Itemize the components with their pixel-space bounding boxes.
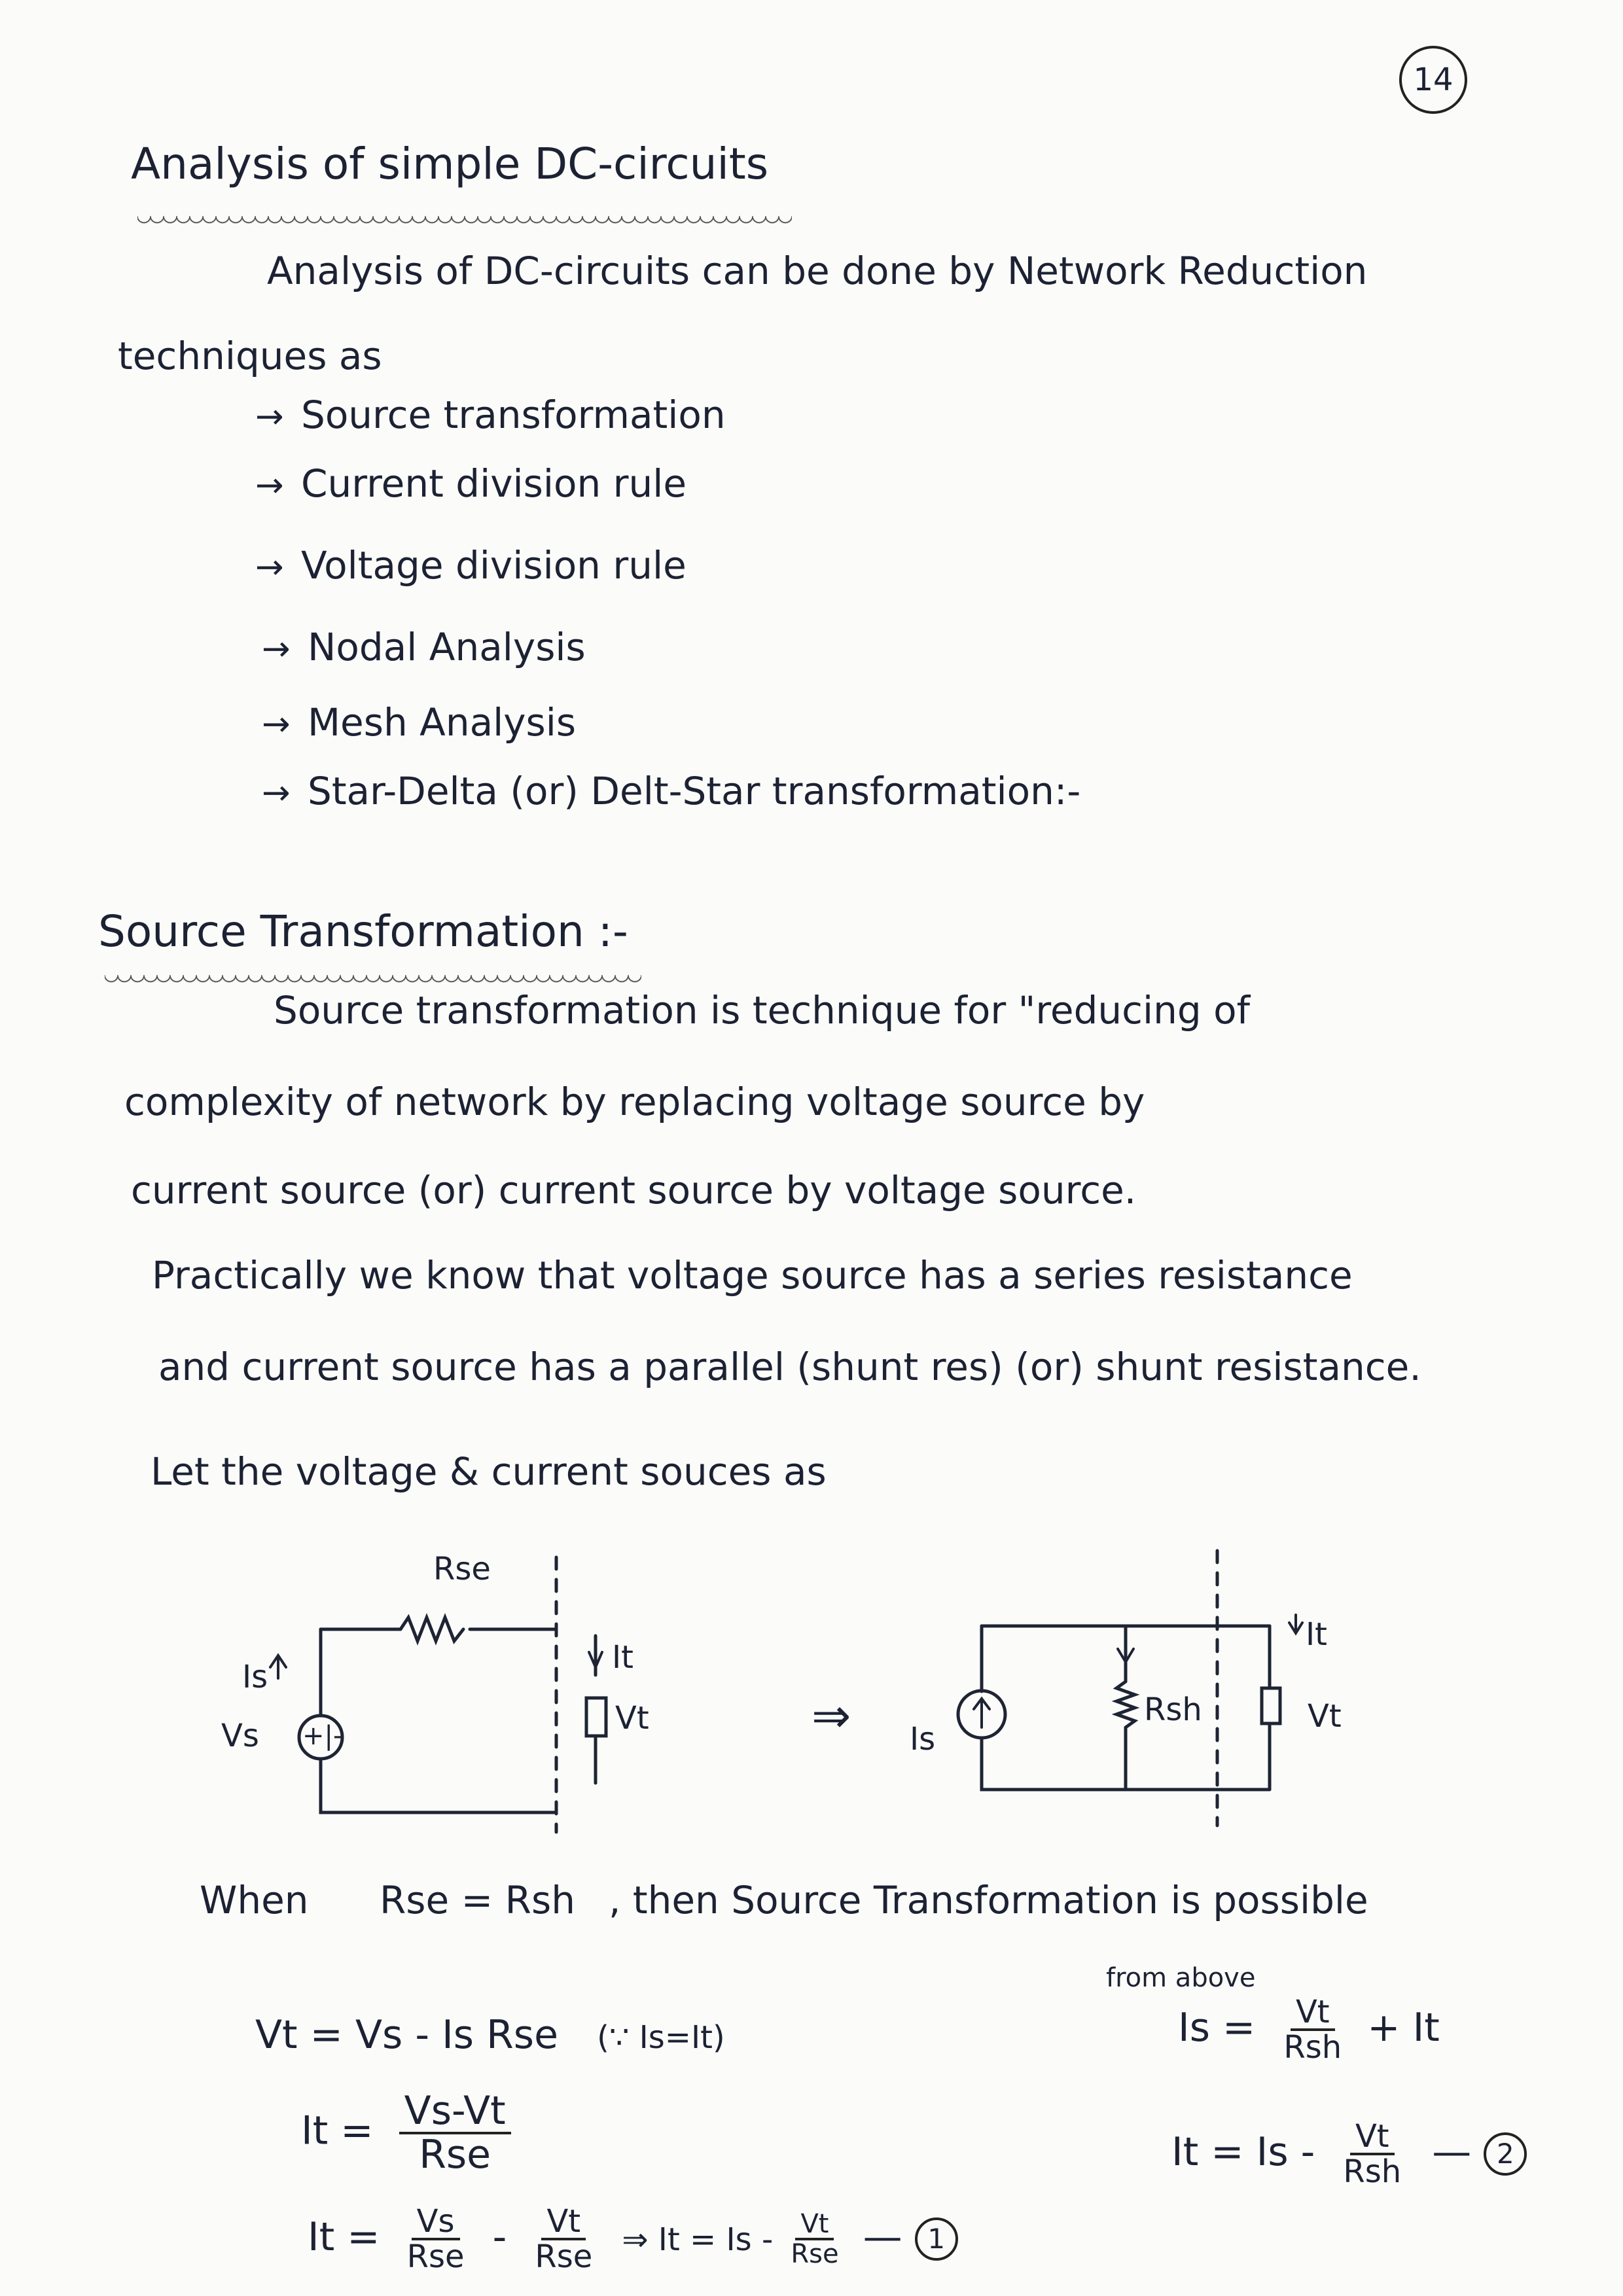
equation-2: It = $\frac{Vs-Vt}{\text{Rse}}$ [301,2091,511,2176]
label-rse: Rse [433,1551,491,1587]
arrow-icon: → [262,705,291,744]
paragraph-line: complexity of network by replacing voltage source by [124,1080,1145,1124]
list-item: → Nodal Analysis [262,625,586,669]
from-above-note: from above [1106,1963,1256,1993]
condition-when: When [200,1878,309,1922]
arrow-icon: → [255,397,284,436]
equation-label-2: 2 [1484,2132,1527,2176]
paragraph-line: and current source has a parallel (shunt res) (or) shunt resistance. [158,1345,1421,1389]
condition-then: , then Source Transformation is possible [609,1878,1368,1922]
equation-right-2: It = Is - $\frac{Vt}{\text{Rsh}}$ — 2 [1171,2120,1527,2189]
label-it: It [612,1639,633,1676]
arrow-icon: → [255,466,284,505]
intro-line-2: techniques as [118,334,382,378]
page-number: 14 [1399,46,1467,114]
title-underline [137,216,792,225]
page-title: Analysis of simple DC-circuits [131,139,769,189]
current-source-icon [958,1691,1005,1738]
resistor-rsh [1116,1682,1135,1727]
label-is: Is [242,1659,268,1695]
list-item: → Current division rule [255,461,687,506]
list-item: → Source transformation [255,393,726,437]
implies-arrow: ⇒ [812,1688,851,1743]
load-box [586,1698,606,1736]
label-is: Is [910,1721,936,1757]
equation-right-1: Is = $\frac{Vt}{\text{Rsh}}$ + It [1178,1994,1440,2066]
arrow-icon: → [262,773,291,813]
label-vs: Vs [221,1718,259,1754]
source-polarity: +|- [302,1721,343,1751]
paragraph-line: Let the voltage & current souces as [151,1449,827,1494]
list-item: → Voltage division rule [255,543,687,588]
label-rsh: Rsh [1144,1691,1202,1728]
label-vt: Vt [1308,1698,1342,1735]
equation-3: It = $\frac{Vs}{\text{Rse}}$ - $\frac{Vt}{\text{Rse}}$ ⇒ It = Is - $\frac{Vt}{\text{Rse}}$ — 1 [308,2205,958,2274]
arrow-icon: → [255,548,284,587]
equation-label-1: 1 [915,2217,958,2261]
resistor-rse [401,1617,463,1641]
label-it: It [1306,1616,1327,1653]
paragraph-line: Practically we know that voltage source has a series resistance [152,1253,1353,1298]
paragraph-line: Source transformation is technique for "reducing of [274,988,1251,1033]
condition-expression: Rse = Rsh [380,1878,575,1922]
label-vt: Vt [615,1700,649,1737]
load-box [1262,1688,1280,1723]
section-title: Source Transformation :- [98,906,628,957]
arrow-icon: → [262,629,291,669]
intro-line-1: Analysis of DC-circuits can be done by Network Reduction [267,249,1368,293]
section-title-underline [105,975,641,984]
list-item: → Star-Delta (or) Delt-Star transformation:- [262,769,1081,813]
list-item: → Mesh Analysis [262,700,577,745]
paragraph-line: current source (or) current source by voltage source. [131,1168,1137,1212]
equation-1: Vt = Vs - Is Rse (∵ Is=It) [255,2012,725,2058]
